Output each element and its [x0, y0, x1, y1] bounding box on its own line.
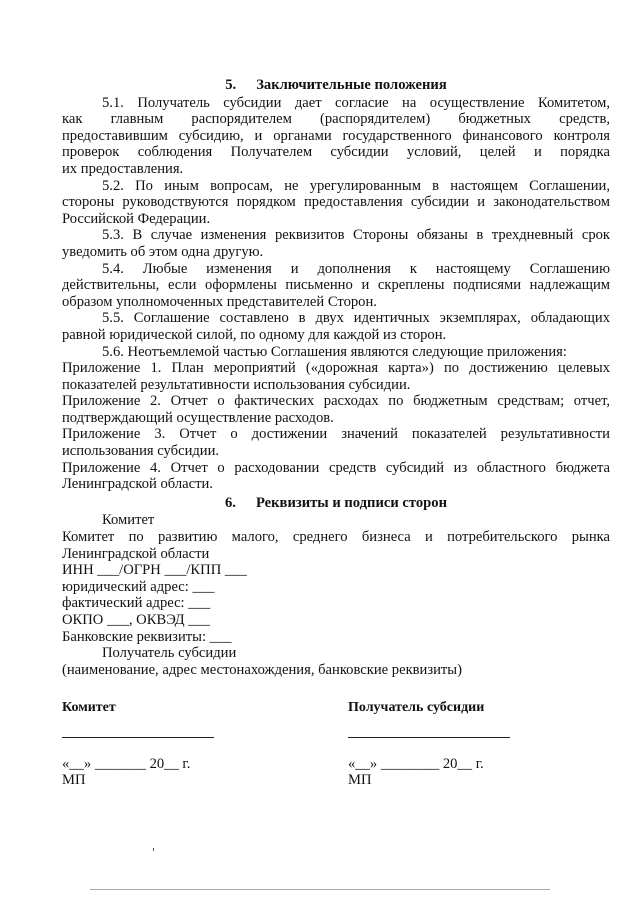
clause-5-1-line-1: 5.1. Получатель субсидии дает согласие на осуществление Комитетом, [102, 94, 610, 111]
clause-5-2-line-2: стороны руководствуются порядком предоставления субсидии и законодательством [62, 194, 610, 211]
scan-edge-line [90, 889, 550, 890]
recipient-note: (наименование, адрес местонахождения, банковские реквизиты) [62, 661, 462, 678]
committee-label: Комитет [102, 512, 155, 529]
appendix-4-line-2: Ленинградской области. [62, 476, 213, 493]
clause-5-1-line-5: их предоставления. [62, 160, 184, 177]
committee-inn: ИНН ___/ОГРН ___/КПП ___ [62, 562, 247, 579]
committee-actual-address: фактический адрес: ___ [62, 595, 211, 612]
clause-5-2-line-1: 5.2. По иным вопросам, не урегулированным в настоящем Соглашении, [102, 177, 610, 194]
clause-5-4-line-1: 5.4. Любые изменения и дополнения к настоящему Соглашению [102, 260, 610, 277]
clause-5-3-line-2: уведомить об этом одна другую. [62, 243, 264, 260]
recipient-label: Получатель субсидии [102, 645, 237, 662]
section-6-heading [62, 495, 610, 512]
section-5-title: Заключительные положения [256, 77, 447, 93]
appendix-2-line-1: Приложение 2. Отчет о фактических расходах по бюджетным средствам; отчет, [62, 393, 610, 410]
signature-committee-date: «__» _______ 20__ г. [62, 755, 191, 772]
signature-block-recipient [348, 700, 548, 789]
committee-full-line-1: Комитет по развитию малого, среднего бизнеса и потребительского рынка [62, 529, 610, 546]
clause-5-3-line-1: 5.3. В случае изменения реквизитов Стороны обязаны в трехдневный срок [102, 227, 610, 244]
appendix-1-line-2: показателей результативности использования субсидии. [62, 376, 411, 393]
committee-bank-details: Банковские реквизиты: ___ [62, 628, 232, 645]
signature-recipient-date: «__» ________ 20__ г. [348, 755, 484, 772]
committee-full-line-2: Ленинградской области [62, 545, 210, 562]
clause-5-1-line-4: проверок соблюдения Получателем субсидии условий, целей и порядка [62, 144, 610, 161]
committee-okpo: ОКПО ___, ОКВЭД ___ [62, 612, 211, 628]
signature-block-committee [62, 700, 262, 789]
clause-5-1-line-2: как главным распорядителем (распорядителем) бюджетных средств, [62, 111, 610, 128]
section-6-number: 6. [225, 494, 236, 511]
signature-committee-title: Комитет [62, 700, 116, 715]
clause-5-1-line-3: предоставившим субсидию, и органами государственного финансового контроля [62, 127, 610, 144]
scan-speck [153, 848, 154, 851]
document-body [62, 77, 610, 678]
signature-committee-line [62, 737, 214, 738]
appendix-4-line-1: Приложение 4. Отчет о расходовании средств субсидий из областного бюджета [62, 459, 610, 476]
appendix-3-line-2: использования субсидии. [62, 443, 220, 460]
section-6-title: Реквизиты и подписи сторон [255, 494, 447, 511]
committee-legal-address: юридический адрес: ___ [62, 578, 215, 595]
signature-recipient-line [348, 737, 510, 738]
section-5-number: 5. [225, 77, 237, 93]
appendix-1-line-1: Приложение 1. План мероприятий («дорожная карта») по достижению целевых [62, 360, 610, 377]
signature-committee-mp: МП [62, 772, 86, 789]
signature-recipient-mp: МП [348, 772, 372, 789]
section-5-heading [62, 77, 610, 94]
clause-5-2-line-3: Российской Федерации. [62, 210, 211, 227]
clause-5-4-line-3: образом уполномоченных представителей Сторон. [62, 293, 377, 310]
appendix-3-line-1: Приложение 3. Отчет о достижении значений показателей результативности [62, 426, 610, 443]
clause-5-5-line-2: равной юридической силой, по одному для каждой из сторон. [62, 326, 447, 343]
appendix-2-line-2: подтверждающий осуществление расходов. [62, 409, 334, 426]
clause-5-6: 5.6. Неотъемлемой частью Соглашения являются следующие приложения: [102, 343, 567, 360]
clause-5-5-line-1: 5.5. Соглашение составлено в двух идентичных экземплярах, обладающих [102, 310, 610, 327]
signature-recipient-title: Получатель субсидии [348, 700, 485, 715]
clause-5-4-line-2: действительны, если оформлены письменно и скреплены подписями надлежащим [62, 277, 610, 294]
